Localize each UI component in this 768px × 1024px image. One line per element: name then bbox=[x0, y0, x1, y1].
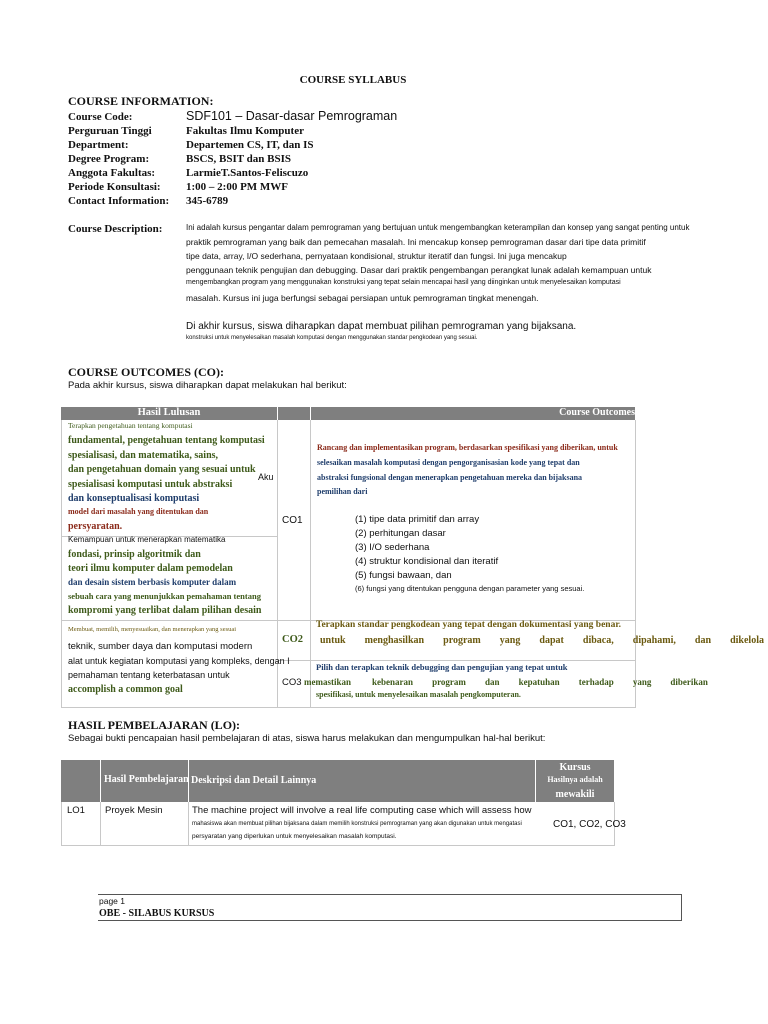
co3-word: yang bbox=[632, 677, 652, 687]
co1-list-item: (3) I/O sederhana bbox=[355, 542, 430, 553]
co3-word: terhadap bbox=[578, 677, 614, 687]
lo-row-name: Proyek Mesin bbox=[105, 805, 163, 816]
co3-word: kebenaran bbox=[372, 677, 414, 687]
graduate-outcome-1-line: spesialisasi, dan matematika, sains, bbox=[68, 450, 219, 461]
course-info-heading: COURSE INFORMATION: bbox=[68, 94, 214, 108]
graduate-outcome-2-line: teori ilmu komputer dalam pemodelan bbox=[68, 563, 233, 574]
aku-text: Aku bbox=[258, 472, 274, 482]
co2-word: program bbox=[443, 635, 481, 646]
co3-word: program bbox=[432, 677, 466, 687]
description-line: mengembangkan program yang menggunakan konstruksi yang tepat selain mencapai hasil yang diinginkan untuk menyelesaikan komputasi bbox=[186, 279, 621, 286]
lo-header-deskripsi: Deskripsi dan Detail Lainnya bbox=[191, 775, 317, 786]
description-line: Ini adalah kursus pengantar dalam pemrograman yang bertujuan untuk mengembangkan keterampilan dan konsep yang sangat penting untuk bbox=[186, 223, 690, 232]
co2-word: menghasilkan bbox=[364, 635, 425, 646]
course-outcomes-heading: COURSE OUTCOMES (CO): bbox=[68, 365, 225, 379]
faculty-value: Fakultas Ilmu Komputer bbox=[186, 125, 304, 137]
description-line: masalah. Kursus ini juga berfungsi sebagai persiapan untuk pemrograman tingkat menengah. bbox=[186, 293, 539, 303]
course-code-label: Course Code: bbox=[68, 111, 133, 123]
co3-id: CO3 bbox=[282, 677, 302, 688]
consultation-value: 1:00 – 2:00 PM MWF bbox=[186, 181, 289, 193]
learning-outcomes-heading: HASIL PEMBELAJARAN (LO): bbox=[68, 718, 241, 732]
lo-row-description: persyaratan yang diperlukan untuk menyelesaikan masalah komputasi. bbox=[192, 833, 397, 840]
footer-page-number: page 1 bbox=[99, 896, 125, 906]
lo-header-hasilnya: Hasilnya adalah bbox=[547, 775, 603, 784]
co2-word: dibaca, bbox=[582, 635, 614, 646]
lo-header-cell-id bbox=[61, 760, 100, 802]
graduate-outcome-3-line: accomplish a common goal bbox=[68, 684, 183, 695]
co2-word: yang bbox=[499, 635, 521, 646]
learning-outcomes-intro: Sebagai bukti pencapaian hasil pembelajaran di atas, siswa harus melakukan dan mengumpulkan hal-hal berikut: bbox=[68, 733, 546, 744]
description-closing-small: konstruksi untuk menyelesaikan masalah komputasi dengan menggunakan standar pengkodean yang sesuai. bbox=[186, 335, 478, 341]
course-outcomes-intro: Pada akhir kursus, siswa diharapkan dapat melakukan hal berikut: bbox=[68, 380, 347, 391]
description-line: penggunaan teknik pengujian dan debugging. Dasar dari praktik pengembangan perangkat lunak adalah kemampuan untuk bbox=[186, 265, 652, 275]
lo-header-hasil: Hasil Pembelajaran bbox=[104, 774, 189, 785]
footer-title: OBE - SILABUS KURSUS bbox=[99, 908, 215, 919]
co3-word: dan bbox=[485, 677, 500, 687]
co1-line: Rancang dan implementasikan program, berdasarkan spesifikasi yang diberikan, untuk bbox=[317, 443, 618, 452]
faculty-member-label: Anggota Fakultas: bbox=[68, 167, 156, 179]
co1-line: pemilihan dari bbox=[317, 487, 368, 496]
graduate-outcome-3-line: Membuat, memilih, menyesuaikan, dan menerapkan yang sesuai bbox=[68, 626, 237, 633]
department-value: Departemen CS, IT, dan IS bbox=[186, 139, 314, 151]
graduate-outcome-3-line: pemahaman tentang keterbatasan untuk bbox=[68, 670, 230, 680]
course-code-value: SDF101 – Dasar-dasar Pemrograman bbox=[186, 109, 398, 123]
co2-id: CO2 bbox=[282, 634, 303, 645]
header-hasil-lulusan: Hasil Lulusan bbox=[137, 407, 201, 418]
co2-word: untuk bbox=[320, 635, 346, 646]
contact-label: Contact Information: bbox=[68, 195, 170, 207]
lo-row-outcomes: CO1, CO2, CO3 bbox=[553, 819, 626, 830]
faculty-member-value: LarmieT.Santos-Feliscuzo bbox=[186, 167, 309, 179]
co2-word: dikelola bbox=[730, 635, 764, 646]
lo-row-id: LO1 bbox=[67, 805, 85, 816]
contact-value: 345-6789 bbox=[186, 195, 229, 207]
graduate-outcome-1-line: fundamental, pengetahuan tentang komputasi bbox=[68, 435, 265, 446]
co1-list-item: (6) fungsi yang ditentukan pengguna dengan parameter yang sesuai. bbox=[355, 584, 585, 593]
co1-id: CO1 bbox=[282, 515, 303, 526]
lo-header-mewakili: mewakili bbox=[555, 789, 595, 800]
lo-header-kursus: Kursus bbox=[559, 762, 591, 773]
page-title: COURSE SYLLABUS bbox=[299, 74, 407, 86]
co3-word: kepatuhan bbox=[518, 677, 560, 687]
graduate-outcome-2-line: sebuah cara yang menunjukkan pemahaman tentang bbox=[68, 591, 261, 601]
graduate-outcome-1-line: model dari masalah yang ditentukan dan bbox=[68, 507, 209, 516]
co1-list-item: (2) perhitungan dasar bbox=[355, 528, 446, 539]
co2-word: dapat bbox=[539, 635, 564, 646]
degree-label: Degree Program: bbox=[68, 153, 150, 165]
faculty-label: Perguruan Tinggi bbox=[68, 125, 152, 137]
header-cell-empty bbox=[278, 407, 310, 420]
department-label: Department: bbox=[68, 139, 129, 151]
co3-justified-line bbox=[372, 677, 708, 687]
graduate-outcome-2-line: dan desain sistem berbasis komputer dalam bbox=[68, 577, 237, 587]
co2-line: Terapkan standar pengkodean yang tepat dengan dokumentasi yang benar. bbox=[316, 620, 622, 630]
co2-justified-line bbox=[320, 635, 764, 646]
graduate-outcome-2-line: fondasi, prinsip algoritmik dan bbox=[68, 549, 201, 560]
header-course-outcomes: Course Outcomes bbox=[559, 407, 635, 418]
co3-line: Pilih dan terapkan teknik debugging dan pengujian yang tepat untuk bbox=[316, 662, 568, 672]
co3-line-prefix: memastikan bbox=[304, 677, 351, 687]
co1-line: abstraksi fungsional dengan menerapkan pengetahuan mereka dan bijaksana bbox=[317, 473, 583, 482]
graduate-outcome-2-line: kompromi yang terlibat dalam pilihan desain bbox=[68, 605, 262, 616]
co2-word: dipahami, bbox=[632, 635, 676, 646]
graduate-outcome-1-line: spesialisasi komputasi untuk abstraksi bbox=[68, 479, 233, 490]
description-line: tipe data, array, I/O sederhana, pernyataan kondisional, struktur iteratif dan fungsi. Ini juga mencakup bbox=[186, 251, 567, 261]
graduate-outcome-1-line: Terapkan pengetahuan tentang komputasi bbox=[68, 421, 193, 430]
description-line: praktik pemrograman yang baik dan pemecahan masalah. Ini mencakup konsep pemrograman dasar dari tipe data primitif bbox=[186, 237, 646, 247]
graduate-outcome-3-line: alat untuk kegiatan komputasi yang kompleks, dengan I bbox=[68, 656, 290, 666]
degree-value: BSCS, BSIT dan BSIS bbox=[186, 153, 291, 165]
graduate-outcome-1-line: dan konseptualisasi komputasi bbox=[68, 493, 200, 504]
co3-line: spesifikasi, untuk menyelesaikan masalah pengkomputeran. bbox=[316, 690, 521, 699]
graduate-outcome-2-line: Kemampuan untuk menerapkan matematika bbox=[68, 535, 226, 544]
co1-list-item: (4) struktur kondisional dan iteratif bbox=[355, 556, 499, 567]
co3-word: diberikan bbox=[670, 677, 708, 687]
graduate-outcome-1-line: persyaratan. bbox=[68, 521, 123, 532]
graduate-outcome-3-line: teknik, sumber daya dan komputasi modern bbox=[68, 641, 253, 652]
lo-row-description: The machine project will involve a real life computing case which will assess how bbox=[192, 805, 532, 816]
co1-list-item: (5) fungsi bawaan, dan bbox=[355, 570, 452, 581]
graduate-outcome-1-line: dan pengetahuan domain yang sesuai untuk bbox=[68, 464, 256, 475]
co2-word: dan bbox=[694, 635, 712, 646]
course-description-label: Course Description: bbox=[68, 223, 163, 235]
consultation-label: Periode Konsultasi: bbox=[68, 181, 161, 193]
co1-line: selesaikan masalah komputasi dengan pengorganisasian kode yang tepat dan bbox=[317, 458, 580, 467]
lo-row-description: mahasiswa akan membuat pilihan bijaksana dalam memilih konstruksi pemrograman yang akan digunakan untuk mengatasi bbox=[192, 821, 522, 827]
description-closing: Di akhir kursus, siswa diharapkan dapat membuat pilihan pemrograman yang bijaksana. bbox=[186, 321, 577, 332]
co1-list-item: (1) tipe data primitif dan array bbox=[355, 514, 480, 525]
